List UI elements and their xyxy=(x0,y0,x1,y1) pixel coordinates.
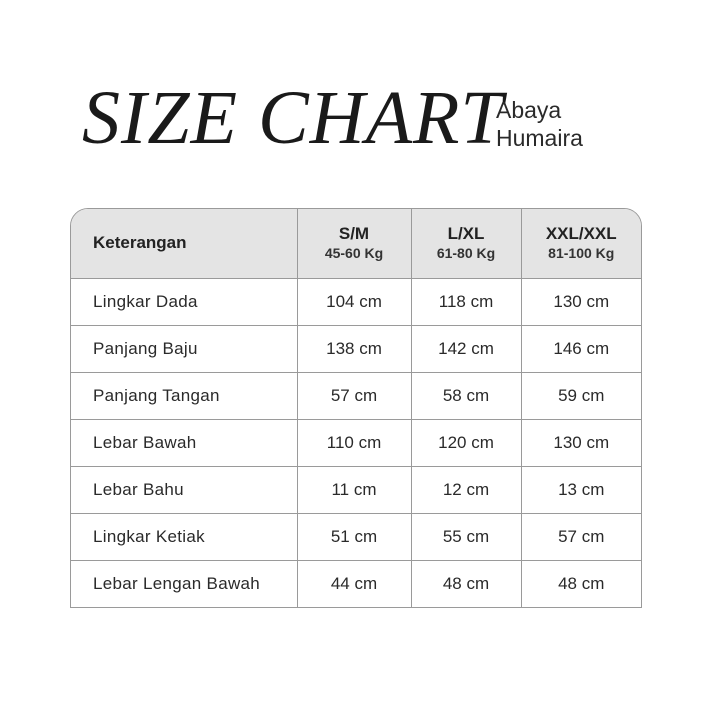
table-cell: 12 cm xyxy=(411,466,521,513)
table-cell: 51 cm xyxy=(297,513,411,560)
row-label: Panjang Baju xyxy=(71,325,297,372)
table-row xyxy=(71,513,641,560)
table-row xyxy=(71,419,641,466)
table-cell: 138 cm xyxy=(297,325,411,372)
table-cell: 110 cm xyxy=(297,419,411,466)
column-header-keterangan: Keterangan xyxy=(71,209,297,278)
weight-range: 61-80 Kg xyxy=(436,245,496,262)
table-cell: 130 cm xyxy=(521,419,641,466)
table-cell: 146 cm xyxy=(521,325,641,372)
table-cell: 120 cm xyxy=(411,419,521,466)
row-label: Lingkar Ketiak xyxy=(71,513,297,560)
row-label: Lingkar Dada xyxy=(71,278,297,325)
size-label: XXL/XXL xyxy=(545,224,617,244)
column-header-size xyxy=(411,209,521,278)
size-label: L/XL xyxy=(447,224,485,244)
column-header-size xyxy=(521,209,641,278)
table-cell: 48 cm xyxy=(411,560,521,607)
size-chart-title: SIZE CHART xyxy=(82,76,504,160)
row-label: Panjang Tangan xyxy=(71,372,297,419)
table-cell: 142 cm xyxy=(411,325,521,372)
size-table-grid xyxy=(71,209,641,607)
row-label: Lebar Lengan Bawah xyxy=(71,560,297,607)
table-row xyxy=(71,372,641,419)
row-label: Lebar Bahu xyxy=(71,466,297,513)
product-name-line1: Abaya xyxy=(496,97,562,123)
table-cell: 118 cm xyxy=(411,278,521,325)
table-header-row xyxy=(71,209,641,278)
table-row xyxy=(71,325,641,372)
table-cell: 44 cm xyxy=(297,560,411,607)
table-cell: 104 cm xyxy=(297,278,411,325)
table-cell: 11 cm xyxy=(297,466,411,513)
table-cell: 13 cm xyxy=(521,466,641,513)
table-row xyxy=(71,466,641,513)
table-cell: 59 cm xyxy=(521,372,641,419)
weight-range: 45-60 Kg xyxy=(324,245,384,262)
table-cell: 57 cm xyxy=(297,372,411,419)
size-table xyxy=(70,208,642,608)
table-cell: 57 cm xyxy=(521,513,641,560)
table-cell: 130 cm xyxy=(521,278,641,325)
product-name xyxy=(496,96,583,152)
weight-range: 81-100 Kg xyxy=(548,245,615,262)
table-row xyxy=(71,278,641,325)
row-label: Lebar Bawah xyxy=(71,419,297,466)
size-label: S/M xyxy=(338,224,370,244)
table-cell: 58 cm xyxy=(411,372,521,419)
table-cell: 55 cm xyxy=(411,513,521,560)
table-row xyxy=(71,560,641,607)
product-name-line2: Humaira xyxy=(496,125,583,151)
table-cell: 48 cm xyxy=(558,573,605,593)
column-header-size xyxy=(297,209,411,278)
